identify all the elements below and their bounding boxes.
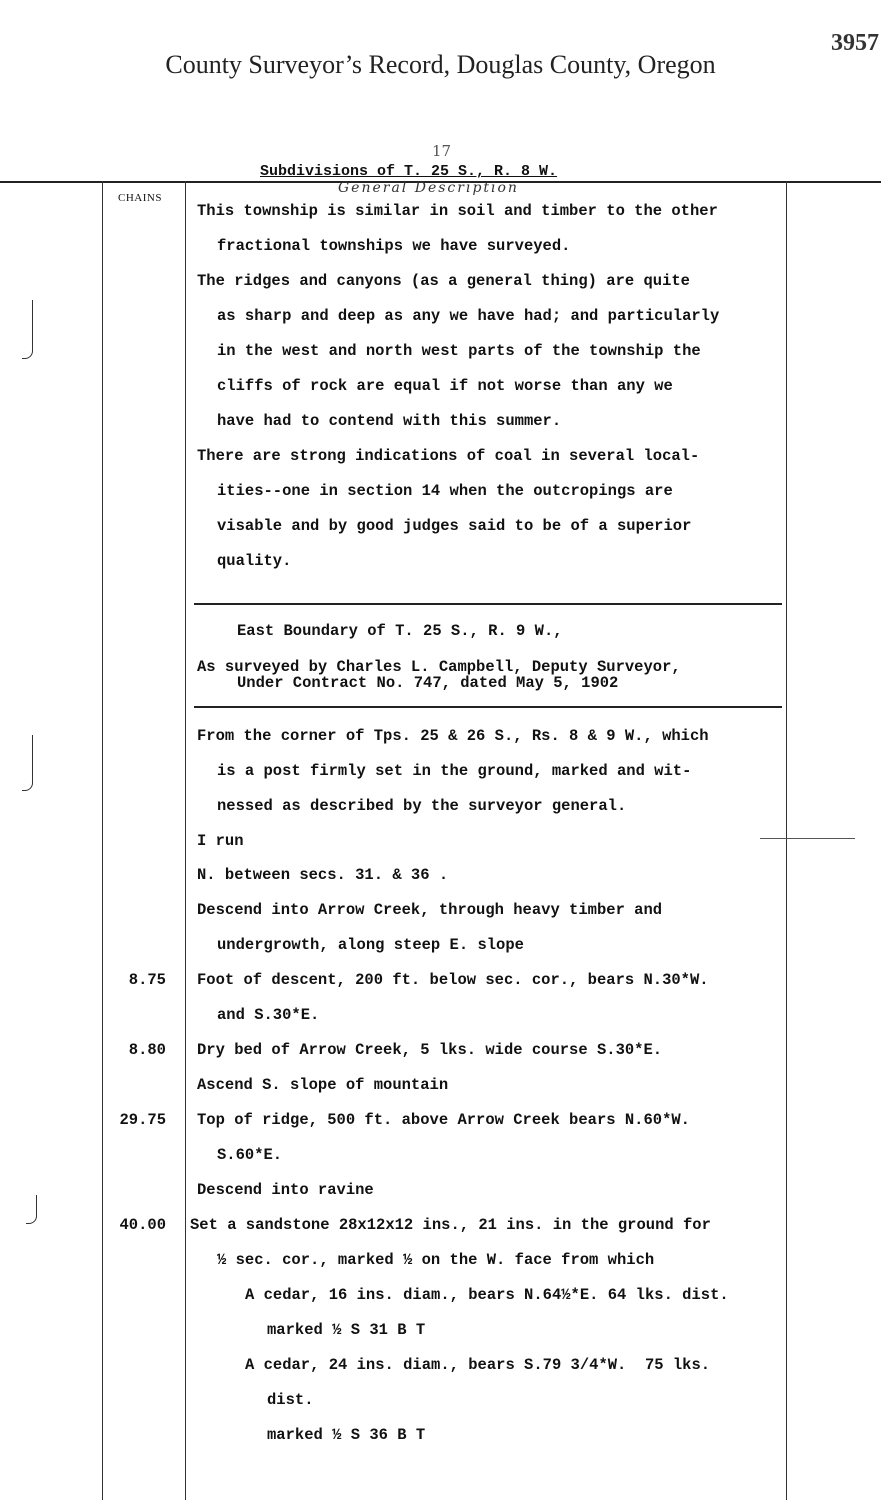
page-number: 3957 [831, 30, 879, 56]
description-line: quality. [217, 552, 292, 570]
note-line: and S.30*E. [217, 1006, 320, 1024]
note-line: is a post firmly set in the ground, marked and wit- [217, 762, 692, 780]
handwritten-number: 17 [432, 142, 452, 160]
chain-value: 8.75 [128, 971, 166, 989]
note-line: Set a sandstone 28x12x12 ins., 21 ins. in the ground for [190, 1216, 711, 1234]
note-line: dist. [267, 1391, 314, 1409]
description-line: There are strong indications of coal in several local- [197, 447, 700, 465]
margin-bracket [26, 1195, 37, 1224]
edge-mark [760, 838, 855, 839]
subdivisions-heading: Subdivisions of T. 25 S., R. 8 W. [260, 163, 558, 180]
note-line: marked ½ S 31 B T [267, 1321, 426, 1339]
note-line: Descend into Arrow Creek, through heavy timber and [197, 901, 663, 919]
handwritten-note: General Description [338, 180, 519, 196]
left-margin-line [102, 181, 103, 1500]
right-margin-line [786, 181, 787, 1500]
description-line: ities--one in section 14 when the outcropings are [217, 482, 673, 500]
description-line: visable and by good judges said to be of a superior [217, 517, 692, 535]
note-line: From the corner of Tps. 25 & 26 S., Rs. 8 & 9 W., which [197, 727, 709, 745]
description-line: cliffs of rock are equal if not worse than any we [217, 377, 673, 395]
contract-line: Under Contract No. 747, dated May 5, 1902 [237, 674, 619, 692]
description-line: have had to contend with this summer. [217, 412, 562, 430]
description-line: The ridges and canyons (as a general thing) are quite [197, 272, 690, 290]
note-line: Top of ridge, 500 ft. above Arrow Creek bears N.60*W. [197, 1111, 690, 1129]
section-rule [194, 706, 782, 708]
boundary-title: East Boundary of T. 25 S., R. 9 W., [237, 622, 563, 640]
note-line: Ascend S. slope of mountain [197, 1076, 449, 1094]
note-line: Descend into ravine [197, 1181, 374, 1199]
note-line: I run [197, 832, 244, 850]
margin-bracket [22, 300, 33, 359]
note-line: nessed as described by the surveyor general. [217, 797, 627, 815]
note-line: Foot of descent, 200 ft. below sec. cor., bears N.30*W. [197, 971, 709, 989]
note-line: undergrowth, along steep E. slope [217, 936, 524, 954]
note-line: N. between secs. 31. & 36 . [197, 866, 449, 884]
note-line: ½ sec. cor., marked ½ on the W. face from which [217, 1251, 655, 1269]
surveyor-line: As surveyed by Charles L. Campbell, Deputy Surveyor, [197, 658, 681, 676]
chain-value: 8.80 [128, 1041, 166, 1059]
margin-bracket [22, 735, 33, 791]
note-line: A cedar, 16 ins. diam., bears N.64½*E. 64 lks. dist. [245, 1286, 729, 1304]
chain-value: 29.75 [119, 1111, 166, 1129]
note-line: Dry bed of Arrow Creek, 5 lks. wide course S.30*E. [197, 1041, 663, 1059]
record-title: County Surveyor’s Record, Douglas County, Oregon [165, 50, 716, 79]
chains-column-label: CHAINS [118, 192, 162, 204]
description-line: This township is similar in soil and timber to the other [197, 202, 718, 220]
note-line: marked ½ S 36 B T [267, 1426, 426, 1444]
description-line: as sharp and deep as any we have had; and particularly [217, 307, 720, 325]
description-line: fractional townships we have surveyed. [217, 237, 571, 255]
chain-value: 40.00 [119, 1216, 166, 1234]
description-line: in the west and north west parts of the township the [217, 342, 701, 360]
section-rule [194, 603, 782, 605]
note-line: S.60*E. [217, 1146, 283, 1164]
chains-column-line [185, 181, 186, 1500]
note-line: A cedar, 24 ins. diam., bears S.79 3/4*W. 75 lks. [245, 1356, 711, 1374]
